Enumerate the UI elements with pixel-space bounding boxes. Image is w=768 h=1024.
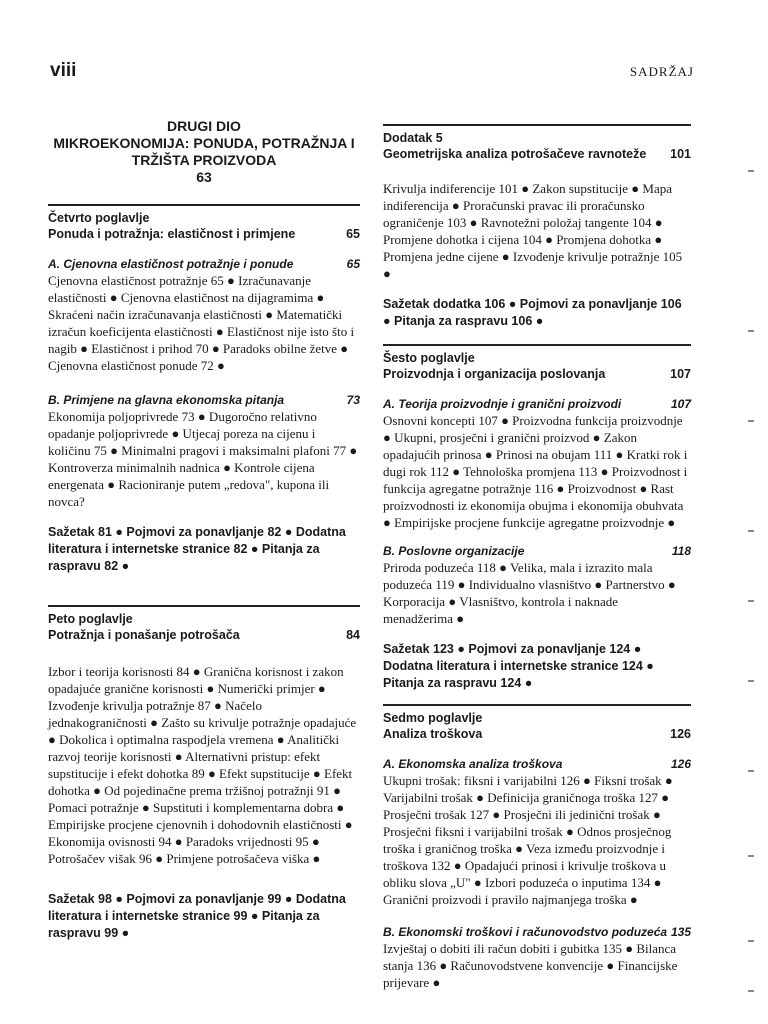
section-title: A. Cjenovna elastičnost potražnje i ponude <box>48 257 294 271</box>
section-page: 135 <box>670 925 691 939</box>
chapter-page: 126 <box>670 727 691 741</box>
appendix-page: 101 <box>670 147 691 161</box>
chapter-page: 65 <box>346 227 360 241</box>
part-label: DRUGI DIO <box>167 118 241 134</box>
section-entries: Izbor i teorija korisnosti 84 ● Granična korisnost i zakon opadajuće granične korisnosti ● Numerički primjer ● Izvođenje krivulja potražnje 87 ● Načelo jednakograničnosti ● Zašto su krivulje potražnje opadajuće ● Dokolica i optimalna raspodjela vremena ● Analitički razvoj teorije korisnosti ● Alternativni pristup: efekt supstitucije i efekt dohotka 89 ● Efekt supstitucije ● Efekt dohotka ● Od pojedinačne prema tržišnoj potražnji 91 ● Pomaci potražnje ● Supstituti i komplementarna dobra ● Empirijske procjene cjenovnih i dohodovnih elastičnosti ● Ekonomija ovisnosti 94 ● Paradoks vrijednosti 95 ● Potrošačev višak 96 ● Primjene potrošačeva viška ● <box>48 664 357 866</box>
appendix-summary: Sažetak dodatka 106 ● Pojmovi za ponavljanje 106 ● Pitanja za raspravu 106 ● <box>383 297 682 328</box>
page-number: viii <box>50 60 77 81</box>
chapter-label: Šesto poglavlje <box>383 351 475 365</box>
section-page: 107 <box>670 397 691 411</box>
chapter-page: 107 <box>670 367 691 381</box>
section-title: B. Ekonomski troškovi i računovodstvo poduzeća <box>383 925 668 939</box>
section-entries: Izvještaj o dobiti ili račun dobiti i gubitka 135 ● Bilanca stanja 136 ● Računovodstvene konvencije ● Financijske prijevare ● <box>383 941 678 990</box>
chapter-title: Ponuda i potražnja: elastičnost i primjene <box>48 227 296 241</box>
section-page: 73 <box>346 393 360 407</box>
chapter-summary: Sažetak 123 ● Pojmovi za ponavljanje 124 ● Dodatna literatura i internetske stranice 124 ● Pitanja za raspravu 124 ● <box>383 642 654 690</box>
running-title: SADRŽAJ <box>629 64 694 79</box>
chapter-4 <box>48 204 360 242</box>
chapter-7 <box>383 704 691 742</box>
section-entries: Ekonomija poljoprivrede 73 ● Dugoročno relativno opadanje poljoprivrede ● Utjecaj poreza na cijenu i količinu 75 ● Minimalni pragovi i maksimalni plafoni 77 ● Kontroverza minimalnih nadnica ● Kontrole cijena energenata ● Racioniranje putem „redova", kupona ili novca? <box>48 409 358 509</box>
section-heading <box>383 756 691 772</box>
section-entries: Osnovni koncepti 107 ● Proizvodna funkcija proizvodnje ● Ukupni, prosječni i granični proizvod ● Zakon opadajućih prinosa ● Prinosi na obujam 111 ● Kratki rok i dugi rok 112 ● Tehnološka promjena 113 ● Proizvodnost i funkcija agregatne potražnje 116 ● Proizvodnost ● Rast proizvodnosti iz ekonomija obujma i ekonomija obuhvata ● Empirijske procjene funkcije agregatne proizvodnje ● <box>383 413 688 530</box>
chapter-title-row <box>48 627 360 643</box>
chapter-page: 84 <box>346 628 360 642</box>
section-heading <box>383 924 691 940</box>
chapter-6 <box>383 344 691 382</box>
part-title-line: MIKROEKONOMIJA: PONUDA, POTRAŽNJA I <box>53 135 355 151</box>
section-page: 118 <box>671 544 691 558</box>
section-title: A. Teorija proizvodnje i granični proizvodi <box>383 397 622 411</box>
chapter-label: Četvrto poglavlje <box>48 211 150 225</box>
appendix-title-row <box>383 146 691 162</box>
part-page: 63 <box>196 169 212 185</box>
section-heading <box>383 396 691 412</box>
section-heading <box>383 543 691 559</box>
left-column <box>48 118 360 960</box>
chapter-title-row <box>383 726 691 742</box>
section-heading <box>48 256 360 272</box>
scan-margin-marks <box>748 120 762 1020</box>
right-column <box>383 124 691 991</box>
chapter-title-row <box>383 366 691 382</box>
section-heading <box>48 392 360 408</box>
chapter-summary: Sažetak 98 ● Pojmovi za ponavljanje 99 ● Dodatna literatura i internetske stranice 99 ● Pitanja za raspravu 99 ● <box>48 892 346 940</box>
chapter-5 <box>48 605 360 643</box>
chapter-title: Potražnja i ponašanje potrošača <box>48 628 240 642</box>
section-title: B. Poslovne organizacije <box>383 544 525 558</box>
appendix-5 <box>383 124 691 162</box>
chapter-title: Analiza troškova <box>383 727 483 741</box>
chapter-label: Peto poglavlje <box>48 612 133 626</box>
section-page: 126 <box>670 757 691 771</box>
part-heading <box>48 118 360 186</box>
appendix-label: Dodatak 5 <box>383 131 443 145</box>
section-entries: Cjenovna elastičnost potražnje 65 ● Izračunavanje elastičnosti ● Cjenovna elastičnost na dijagramima ● Skraćeni način izračunavanja elastičnosti ● Matematički izračun koeficijenta elastičnosti ● Elastičnost nije isto što i nagib ● Elastičnost i prihod 70 ● Paradoks obilne žetve ● Cjenovna elastičnost ponude 72 ● <box>48 273 355 373</box>
section-entries: Krivulja indiferencije 101 ● Zakon supstitucije ● Mapa indiferencija ● Proračunski pravac ili proračunsko ograničenje 103 ● Ravnotežni položaj tangente 104 ● Promjene dohotka i cijena 104 ● Promjena dohotka ● Promjena jedne cijene ● Izvođenje krivulje potražnje 105 ● <box>383 181 683 281</box>
chapter-label: Sedmo poglavlje <box>383 711 483 725</box>
chapter-summary: Sažetak 81 ● Pojmovi za ponavljanje 82 ● Dodatna literatura i internetske stranice 82 ● Pitanja za raspravu 82 ● <box>48 525 346 573</box>
appendix-title: Geometrijska analiza potrošačeve ravnoteže <box>383 147 647 161</box>
chapter-title: Proizvodnja i organizacija poslovanja <box>383 367 606 381</box>
chapter-title-row <box>48 226 360 242</box>
section-page: 65 <box>346 257 360 271</box>
section-title: A. Ekonomska analiza troškova <box>383 757 563 771</box>
section-entries: Ukupni trošak: fiksni i varijabilni 126 ● Fiksni trošak ● Varijabilni trošak ● Definicija graničnoga troška 127 ● Prosječni trošak 127 ● Prosječni ili jedinični trošak ● Prosječni fiksni i varijabilni trošak ● Odnos prosječnog troška i graničnog troška ● Veza između proizvodnje i troškova 132 ● Opadajući prinosi i krivulje troškova u obliku slova „U" ● Izbori poduzeća o inputima 134 ● Granični proizvodi i pravilo najmanjega troška ● <box>383 773 673 907</box>
section-title: B. Primjene na glavna ekonomska pitanja <box>48 393 285 407</box>
part-title-line: TRŽIŠTA PROIZVODA <box>131 152 277 168</box>
section-entries: Priroda poduzeća 118 ● Velika, mala i izrazito mala poduzeća 119 ● Individualno vlasništvo ● Partnerstvo ● Korporacija ● Vlasništvo, kontrola i naknade menadžerima ● <box>383 560 676 626</box>
